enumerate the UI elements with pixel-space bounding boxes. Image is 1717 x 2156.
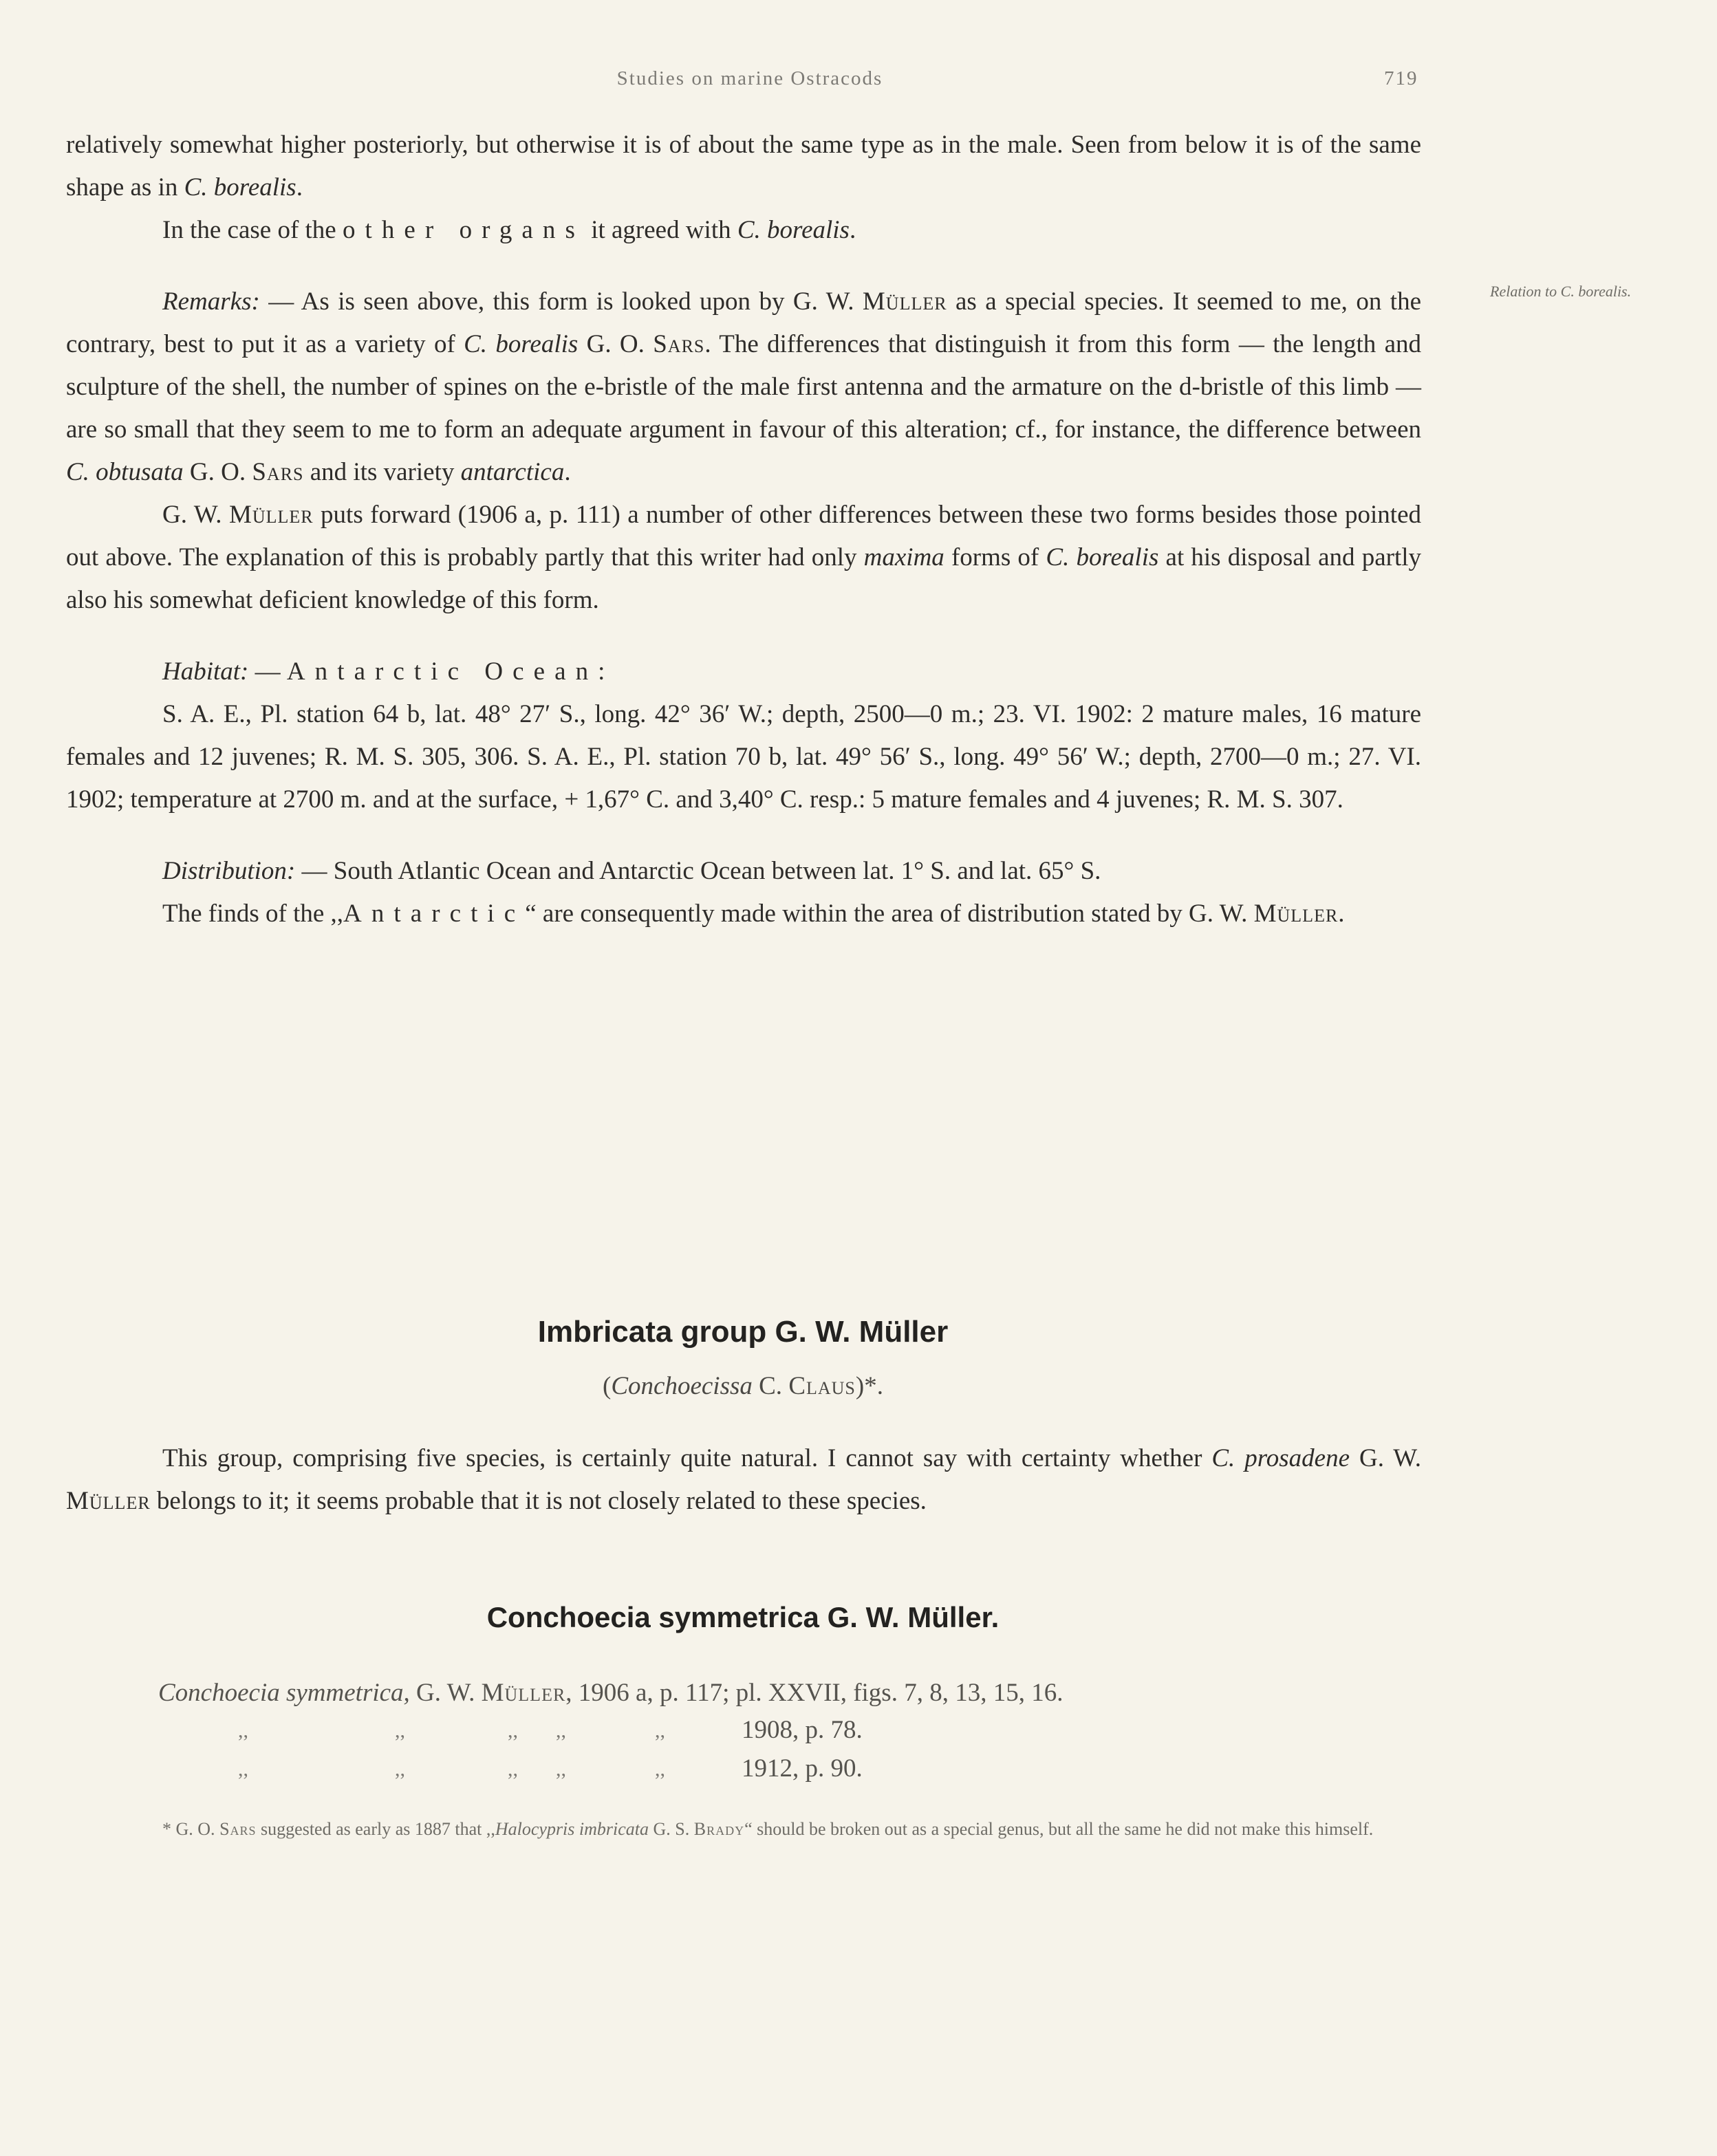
para-distribution-2: The finds of the ,,Antarctic“ are consequently made within the area of distribution stated by G. W. Müller. <box>162 900 1345 928</box>
page: Studies on marine Ostracods 719 Relation to C. borealis. relatively somewhat higher posteriorly, but otherwise it is of about the same type as in the male. Seen from below it is of the same shape as in C. borealis. In the case of the other organs it agreed with C. borealis. Remarks: — As is seen above, this form is looked upon by G. W. Müller as a special species. It seemed to me, on the contrary, best to put it as a variety of C. borealis G. O. Sars. The differences that distinguish it from this form — the length and sculpture of the shell, the number of spines on the e-bristle of the male first antenna and the armature on the d-bristle of this limb — are so small that they seem to me to form an adequate argument in favour of this alteration; cf., for instance, the difference between C. obtusata G. O. Sars and its variety antarctica. G. W. Müller puts forward (1906 a, p. 111) a number of other differences between these two forms besides those pointed out above. The explanation of this is probably partly that this writer had only maxima forms of C. borealis at his disposal and partly also his somewhat deficient knowledge of this form. Habitat: — Antarctic Ocean: S. A. E., Pl. station 64 b, lat. 48° 27′ S., long. 42° 36′ W.; depth, 2500—0 m.; 23. VI. 1902: 2 mature males, 16 mature females and 12 juvenes; R. M. S. 305, 306. S. A. E., Pl. station 70 b, lat. 49° 56′ S., long. 49° 56′ W.; depth, 2700—0 m.; 27. VI. 1902; temperature at 2700 m. and at the surface, + 1,67° C. and 3,40° C. resp.: 5 mature females and 4 juvenes; R. M. S. 307. Distribution: — South Atlantic Ocean and Antarctic Ocean between lat. 1° S. and lat. 65° S. The finds of the ,,Antarctic“ are consequently made within the area of distribution stated by G. W. Müller. Imbricata group G. W. Müller (Conchoecissa C. Claus)*. This group, comprising five species, is certainly quite natural. I cannot say with certainty whether C. prosadene G. W. Müller belongs to it; it seems probable that it is not closely related to these species. Conchoecia symmetrica G. W. Müller. Conchoecia symmetrica, G. W. Müller, 1906 a, p. 117; pl. XXVII, figs. 7, 8, 13, 15, 16. ,, ,, ,, ,, ,, 1908, p. 78. ,, ,, ,, ,, ,, 1912, p. 90. * G. O. Sars suggested as early as 1887 that ,,Halocypris imbricata G. S. Brady“ should be broken out as a special genus, but all the same he did not make this himself. <box>0 0 1717 2156</box>
synonymy-line-1: Conchoecia symmetrica, G. W. Müller, 1906 a, p. 117; pl. XXVII, figs. 7, 8, 13, 15, 16. <box>158 1679 1063 1707</box>
para-remarks-2: G. W. Müller puts forward (1906 a, p. 111) a number of other differences between these two forms besides those pointed out above. The explanation of this is probably partly that this writer had only maxima forms of C. borealis at his disposal and partly also his somewhat deficient knowledge of this form. <box>66 501 1422 614</box>
species-heading: Conchoecia symmetrica G. W. Müller. <box>486 1601 1000 1633</box>
para-group: This group, comprising five species, is certainly quite natural. I cannot say with certainty whether C. prosadene G. W. Müller belongs to it; it seems probable that it is not closely related to these species. <box>66 1444 1422 1515</box>
para-other-organs: In the case of the other organs it agreed with C. borealis. <box>162 216 856 244</box>
group-text <box>66 1437 1421 1523</box>
margin-note: Relation to C. borealis. <box>1490 283 1632 300</box>
para-shell-shape: relatively somewhat higher posteriorly, but otherwise it is of about the same type as in the male. Seen from below it is of the same shape as in C. borealis. <box>66 131 1421 202</box>
page-number: 719 <box>1384 67 1418 89</box>
remarks-label: Remarks: <box>162 287 260 316</box>
para-remarks: Remarks: — As is seen above, this form is looked upon by G. W. Müller as a special species. It seemed to me, on the contrary, best to put it as a variety of C. borealis G. O. Sars. The differences that distinguish it from this form — the length and sculpture of the shell, the number of spines on the e-bristle of the male first antenna and the armature on the d-bristle of this limb — are so small that they seem to me to form an adequate argument in favour of this alteration; cf., for instance, the difference between C. obtusata G. O. Sars and its variety antarctica. <box>66 287 1422 486</box>
habitat-label: Habitat: <box>162 657 249 686</box>
group-subheading: (Conchoecissa C. Claus)*. <box>603 1372 883 1400</box>
para-distribution: Distribution: — South Atlantic Ocean and Antarctic Ocean between lat. 1° S. and lat. 65° S. <box>162 857 1101 885</box>
habitat-heading: Habitat: — Antarctic Ocean: <box>162 657 615 686</box>
distribution-label: Distribution: <box>162 857 296 885</box>
para-habitat: S. A. E., Pl. station 64 b, lat. 48° 27′ S., long. 42° 36′ W.; depth, 2500—0 m.; 23. VI. 1902: 2 mature males, 16 mature females and 12 juvenes; R. M. S. 305, 306. S. A. E., Pl. station 70 b, lat. 49° 56′ S., long. 49° 56′ W.; depth, 2700—0 m.; 27. VI. 1902; temperature at 2700 m. and at the surface, + 1,67° C. and 3,40° C. resp.: 5 mature females and 4 juvenes; R. M. S. 307. <box>66 700 1421 814</box>
group-heading: Imbricata group G. W. Müller <box>537 1315 949 1349</box>
footnote: * G. O. Sars suggested as early as 1887 that ,,Halocypris imbricata G. S. Brady“ should be broken out as a special genus, but all the same he did not make this himself. <box>162 1819 1374 1839</box>
main-text <box>66 124 1421 935</box>
running-title: Studies on marine Ostracods <box>616 67 883 89</box>
